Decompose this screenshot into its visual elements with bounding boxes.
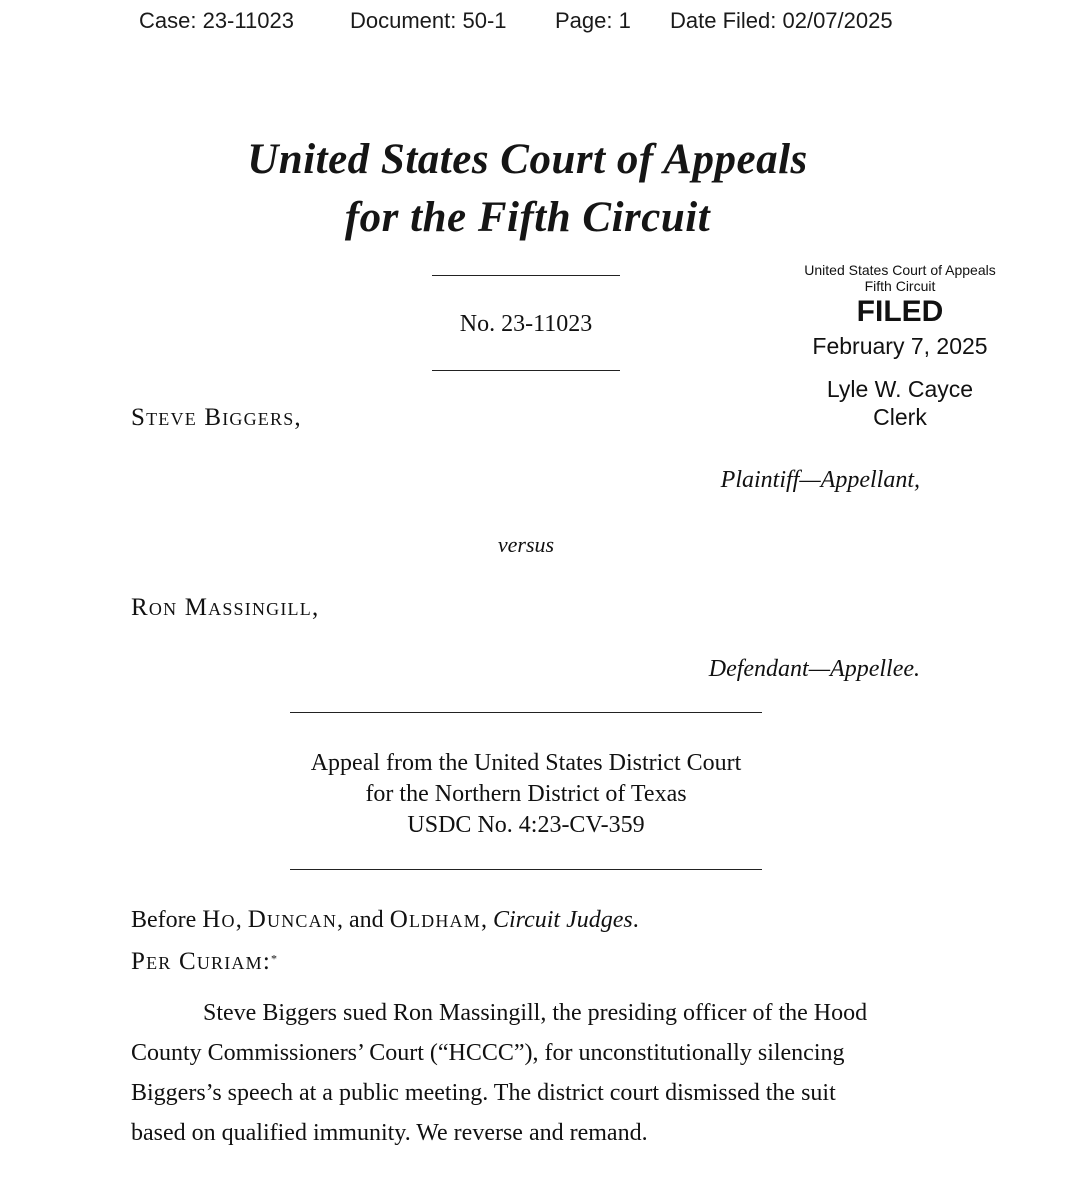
opinion-line: Steve Biggers sued Ron Massingill, the presiding officer of the Hood	[203, 1000, 868, 1026]
panel-before: Before	[131, 907, 197, 933]
judge-duncan: Duncan	[247, 906, 338, 933]
stamp-clerk-title: Clerk	[873, 404, 927, 430]
opinion-line: Biggers’s speech at a public meeting. The district court dismissed the suit	[131, 1080, 836, 1106]
header-document: Document: 50-1	[350, 8, 507, 33]
court-title-line2: for the Fifth Circuit	[344, 194, 711, 241]
opinion-paragraph	[131, 993, 923, 1153]
stamp-circuit: Fifth Circuit	[864, 278, 936, 294]
plaintiff-name: Steve Biggers,	[131, 404, 302, 431]
divider	[290, 712, 762, 713]
header-case: Case: 23-11023	[139, 8, 294, 33]
header-page: Page: 1	[555, 8, 631, 33]
appeal-line1: Appeal from the United States District Court	[310, 750, 742, 776]
stamp-court: United States Court of Appeals	[804, 262, 996, 278]
panel-line: Before Ho, Duncan, and Oldham, Circuit Judges.	[131, 906, 639, 933]
opinion-line: based on qualified immunity. We reverse and remand.	[131, 1120, 648, 1146]
opinion-line: County Commissioners’ Court (“HCCC”), for unconstitutionally silencing	[131, 1040, 845, 1066]
stamp-date: February 7, 2025	[812, 333, 988, 359]
appeal-line2: for the Northern District of Texas	[365, 781, 687, 807]
case-number: No. 23-11023	[459, 311, 593, 337]
defendant-name: Ron Massingill,	[131, 594, 320, 621]
panel-title: Circuit Judges	[492, 907, 633, 933]
footnote-mark: *	[270, 951, 277, 966]
judge-oldham: Oldham	[389, 906, 481, 933]
court-title-line1: United States Court of Appeals	[247, 136, 808, 183]
judge-ho: Ho	[202, 906, 236, 933]
per-curiam-label: Per Curiam:	[131, 948, 271, 975]
versus: versus	[497, 532, 555, 557]
defendant-role: Defendant—Appellee.	[708, 656, 920, 682]
divider	[432, 370, 620, 371]
per-curiam	[131, 948, 277, 976]
plaintiff-role: Plaintiff—Appellant,	[720, 467, 920, 493]
divider	[290, 869, 762, 870]
header-date-filed: Date Filed: 02/07/2025	[670, 8, 893, 33]
stamp-filed: FILED	[856, 295, 944, 328]
divider	[432, 275, 620, 276]
appeal-line3: USDC No. 4:23-CV-359	[407, 812, 645, 838]
stamp-clerk-name: Lyle W. Cayce	[826, 376, 974, 402]
